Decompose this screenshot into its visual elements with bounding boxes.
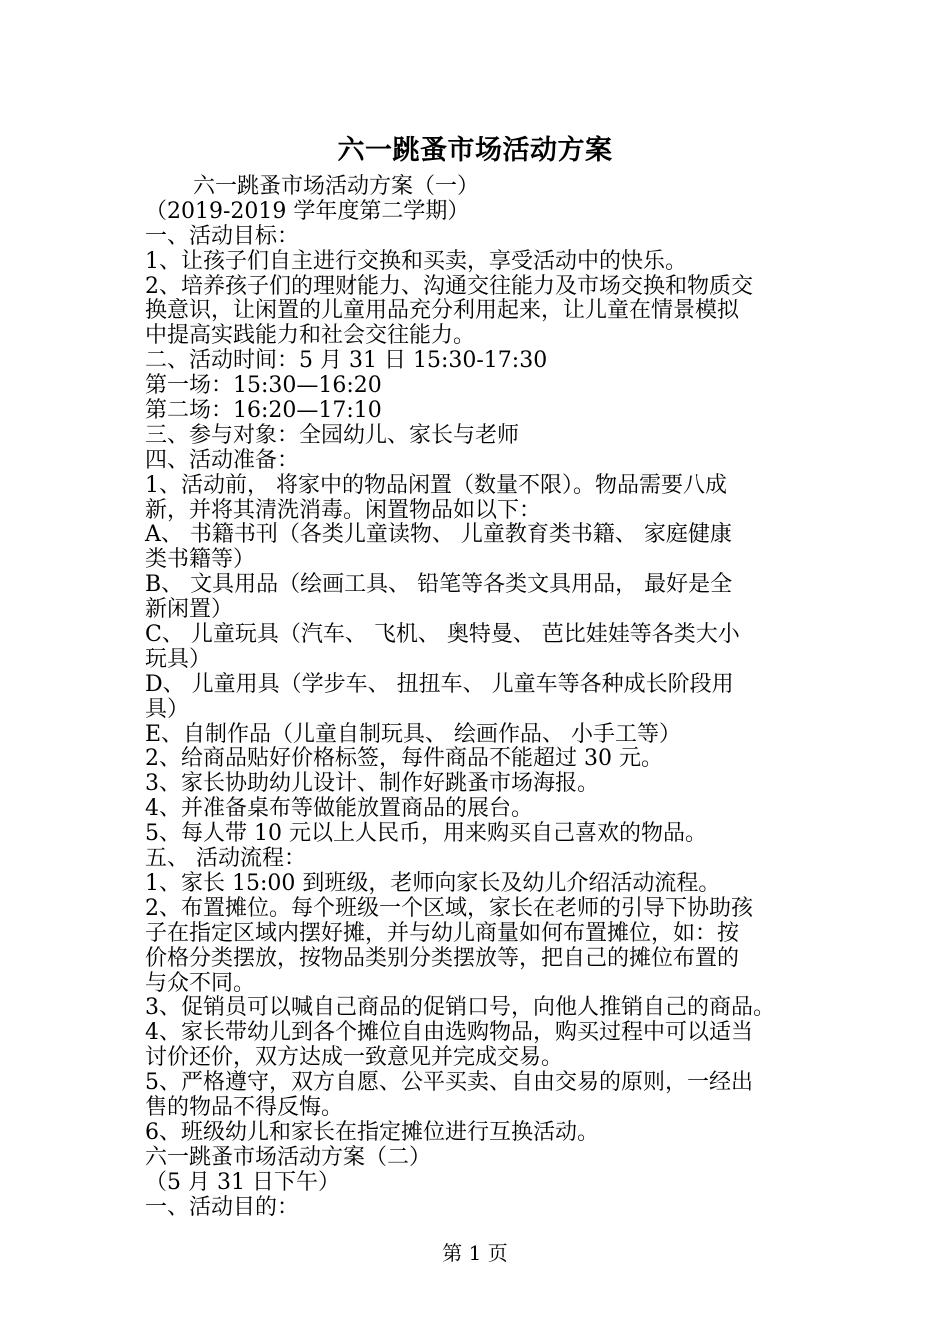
- text-line: 售的物品不得反悔。: [145, 1094, 344, 1120]
- text-line: 讨价还价，双方达成一致意见并完成交易。: [145, 1045, 564, 1071]
- text-line: 换意识，让闲置的儿童用品充分利用起来，让儿童在情景模拟: [145, 298, 740, 324]
- section-heading: 一、活动目的：: [145, 1194, 300, 1220]
- text-line: 2、给商品贴好价格标签，每件商品不能超过 30 元。: [145, 746, 663, 772]
- text-line: 类书籍等）: [145, 547, 256, 573]
- text-line: 2、培养孩子们的理财能力、沟通交往能力及市场交换和物质交: [145, 273, 753, 299]
- text-line: （5 月 31 日下午）: [145, 1169, 340, 1195]
- section-heading: 三、参与对象：全园幼儿、家长与老师: [145, 422, 520, 448]
- text-line: 6、班级幼儿和家长在指定摊位进行互换活动。: [145, 1119, 599, 1145]
- text-line: 具）: [145, 696, 190, 722]
- text-line: E、自制作品（儿童自制玩具、 绘画作品、 小手工等）: [145, 721, 682, 747]
- text-line: 3、促销员可以喊自己商品的促销口号，向他人推销自己的商品。: [145, 995, 775, 1021]
- text-line: 价格分类摆放，按物品类别分类摆放等，把自己的摊位布置的: [145, 945, 740, 971]
- text-line: A、 书籍书刊（各类儿童读物、 儿童教育类书籍、 家庭健康: [145, 522, 732, 548]
- text-line: D、 儿童用具（学步车、 扭扭车、 儿童车等各种成长阶段用: [145, 671, 734, 697]
- text-line: 中提高实践能力和社会交往能力。: [145, 323, 476, 349]
- section-heading: 五、 活动流程：: [145, 846, 306, 872]
- text-line: 1、活动前， 将家中的物品闲置（数量不限）。物品需要八成: [145, 472, 727, 498]
- text-line: 第二场：16:20—17:10: [145, 398, 382, 424]
- text-line: 4、家长带幼儿到各个摊位自由选购物品，购买过程中可以适当: [145, 1020, 753, 1046]
- text-line: 5、严格遵守，双方自愿、公平买卖、自由交易的原则，一经出: [145, 1070, 753, 1096]
- section-heading: 二、活动时间：5 月 31 日 15:30-17:30: [145, 348, 548, 374]
- text-line: 4、并准备桌布等做能放置商品的展台。: [145, 796, 533, 822]
- page-number: 第 1 页: [442, 1241, 508, 1265]
- text-line: 1、让孩子们自主进行交换和买卖，享受活动中的快乐。: [145, 248, 687, 274]
- section-heading: 四、活动准备：: [145, 447, 300, 473]
- section-heading: 六一跳蚤市场活动方案（二）: [145, 1144, 432, 1170]
- text-line: 子在指定区域内摆好摊，并与幼儿商量如何布置摊位，如：按: [145, 920, 740, 946]
- text-line: 玩具）: [145, 646, 212, 672]
- section-heading: 一、活动目标：: [145, 223, 300, 249]
- text-line: 3、家长协助幼儿设计、制作好跳蚤市场海报。: [145, 771, 599, 797]
- document-body: [145, 175, 810, 1220]
- text-line: 新闲置）: [145, 597, 234, 623]
- text-line: B、 文具用品（绘画工具、 铅笔等各类文具用品， 最好是全: [145, 572, 733, 598]
- text-line: 第一场：15:30—16:20: [145, 373, 382, 399]
- text-line: （2019-2019 学年度第二学期）: [145, 198, 470, 224]
- text-line: 5、每人带 10 元以上人民币，用来购买自己喜欢的物品。: [145, 821, 707, 847]
- text-line: 与众不同。: [145, 970, 256, 996]
- text-line: C、 儿童玩具（汽车、 飞机、 奥特曼、 芭比娃娃等各类大小: [145, 622, 740, 648]
- text-line: 1、家长 15:00 到班级，老师向家长及幼儿介绍活动流程。: [145, 870, 721, 896]
- text-line: 新，并将其清洗消毒。闲置物品如以下：: [145, 497, 542, 523]
- document-title: 六一跳蚤市场活动方案: [337, 135, 613, 166]
- section-heading: 六一跳蚤市场活动方案（一）: [193, 174, 480, 199]
- text-line: 2、布置摊位。每个班级一个区域，家长在老师的引导下协助孩: [145, 895, 753, 921]
